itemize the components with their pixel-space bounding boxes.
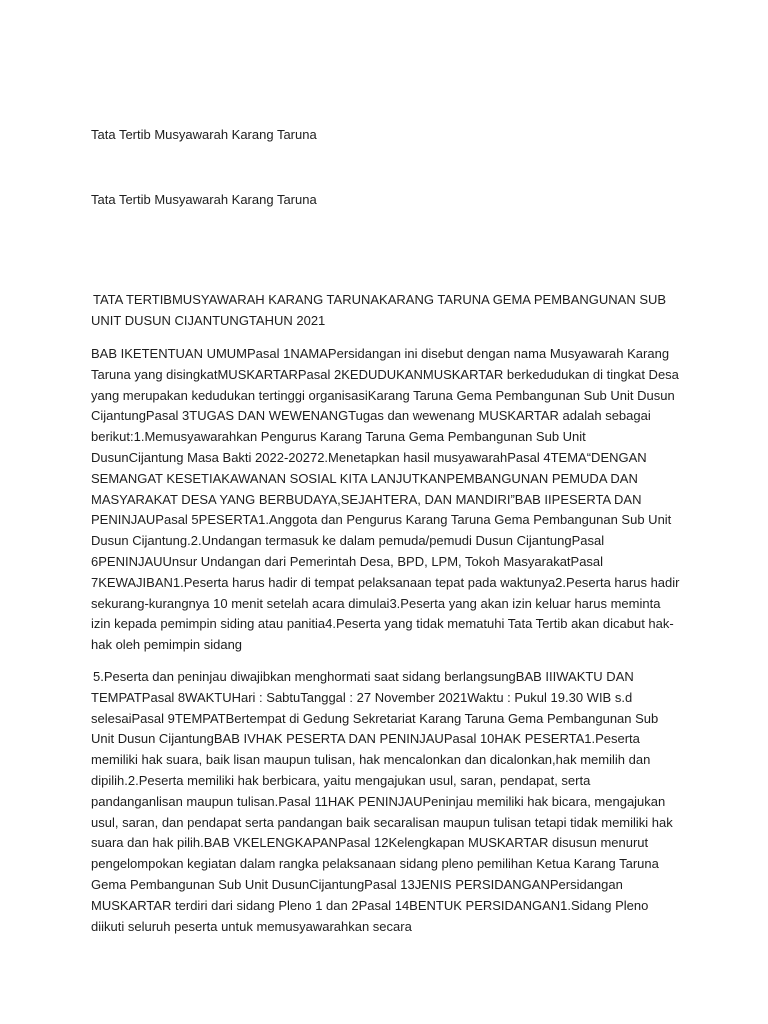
document-title-line-1: Tata Tertib Musyawarah Karang Taruna (91, 127, 317, 142)
document-heading: TATA TERTIBMUSYAWARAH KARANG TARUNAKARANG TARUNA GEMA PEMBANGUNAN SUB UNIT DUSUN CIJANTUNGTAHUN 2021 (91, 292, 667, 328)
body-paragraph-2: 5.Peserta dan peninjau diwajibkan menghormati saat sidang berlangsungBAB IIIWAKTU DAN TEMPATPasal 8WAKTUHari : SabtuTanggal : 27 November 2021Waktu : Pukul 19.30 WIB s.d selesaiPasal 9TEMPATBertempat di Gedung Sekretariat Karang Taruna Gema Pembangunan Sub Unit Dusun CijantungBAB IVHAK PESERTA DAN PENINJAUPasal 10HAK PESERTA1.Peserta memiliki hak suara, baik lisan maupun tulisan, hak mencalonkan dan dicalonkan,hak memilih dan dipilih.2.Peserta memiliki hak berbicara, yaitu mengajukan usul, saran, pendapat, serta pandanganlisan maupun tulisan.Pasal 11HAK PENINJAUPeninjau memiliki hak bicara, mengajukan usul, saran, dan pendapat serta pandangan baik secaralisan maupun tulisan tetapi tidak memiliki hak suara dan hak pilih.BAB VKELENGKAPANPasal 12Kelengkapan MUSKARTAR disusun menurut pengelompokan kegiatan dalam rangka pelaksanaan sidang pleno pemilihan Ketua Karang Taruna Gema Pembangunan Sub Unit DusunCijantungPasal 13JENIS PERSIDANGANPersidangan MUSKARTAR terdiri dari sidang Pleno 1 dan 2Pasal 14BENTUK PERSIDANGAN1.Sidang Pleno diikuti seluruh peserta untuk memusyawarahkan secara (91, 669, 673, 934)
body-paragraph-1: BAB IKETENTUAN UMUMPasal 1NAMAPersidangan ini disebut dengan nama Musyawarah Karang Taruna yang disingkatMUSKARTARPasal 2KEDUDUKANMUSKARTAR berkedudukan di tingkat Desa yang merupakan kedudukan tertinggi organisasiKarang Taruna Gema Pembangunan Sub Unit Dusun CijantungPasal 3TUGAS DAN WEWENANGTugas dan wewenang MUSKARTAR adalah sebagai berikut:1.Memusyawarahkan Pengurus Karang Taruna Gema Pembangunan Sub Unit DusunCijantung Masa Bakti 2022-20272.Menetapkan hasil musyawarahPasal 4TEMA“DENGAN SEMANGAT KESETIAKAWANAN SOSIAL KITA LANJUTKANPEMBANGUNAN PEMUDA DAN MASYARAKAT DESA YANG BERBUDAYA,SEJAHTERA, DAN MANDIRI”BAB IIPESERTA DAN PENINJAUPasal 5PESERTA1.Anggota dan Pengurus Karang Taruna Gema Pembangunan Sub Unit Dusun Cijantung.2.Undangan termasuk ke dalam pemuda/pemudi Dusun CijantungPasal 6PENINJAUUnsur Undangan dari Pemerintah Desa, BPD, LPM, Tokoh MasyarakatPasal 7KEWAJIBAN1.Peserta harus hadir di tempat pelaksanaan tepat pada waktunya2.Peserta harus hadir sekurang-kurangnya 10 menit setelah acara dimulai3.Peserta yang akan izin keluar harus meminta izin kepada pemimpin siding atau panitia4.Peserta yang tidak mematuhi Tata Tertib akan dicabut hak-hak oleh pemimpin sidang (91, 346, 680, 653)
document-title-line-2: Tata Tertib Musyawarah Karang Taruna (91, 192, 317, 207)
